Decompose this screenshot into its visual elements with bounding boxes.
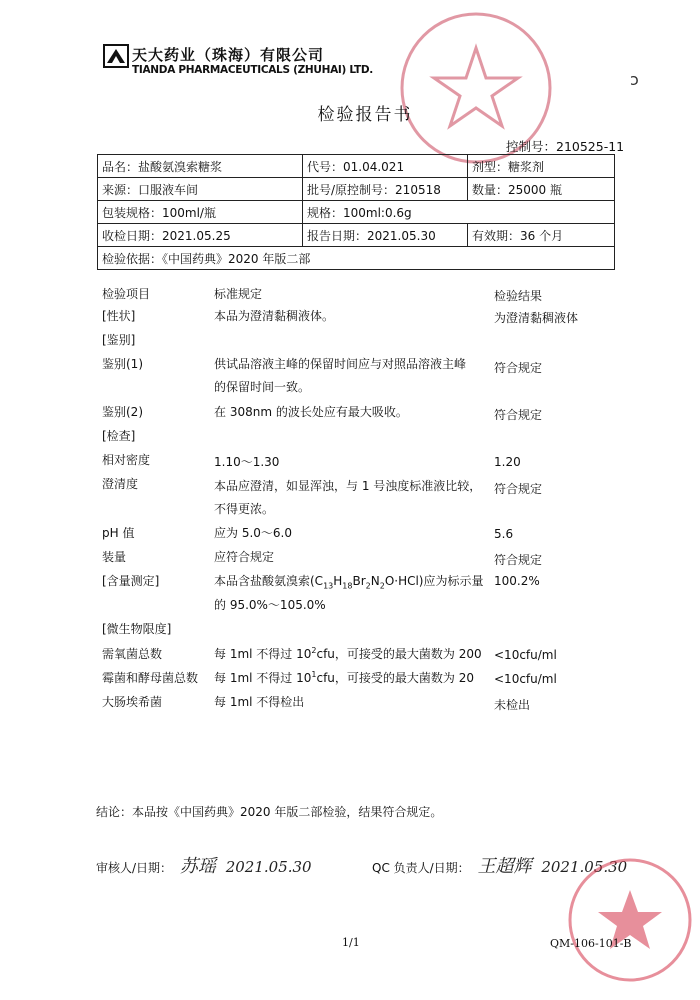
company-name-en: TIANDA PHARMACEUTICALS (ZHUHAI) LTD. (132, 64, 373, 76)
standard-e-coli: 每 1ml 不得检出 (214, 695, 305, 709)
section-identification: [鉴别] (102, 333, 136, 347)
control-number: 控制号：210525-11 (506, 139, 625, 154)
standard-clarity-b: 不得更浓。 (214, 502, 275, 516)
pen-mark: ↄ (630, 70, 639, 89)
item-identification-2: 鉴别(2) (102, 405, 143, 419)
standard-identification-2: 在 308nm 的波长处应有最大吸收。 (214, 405, 408, 419)
item-clarity: 澄清度 (102, 477, 139, 491)
form-code: QM-106-101-B (550, 937, 632, 950)
result-e-coli: 未检出 (494, 698, 531, 712)
item-aerobic-count: 需氧菌总数 (102, 647, 163, 661)
standard-assay-b: 的 95.0%～105.0% (214, 598, 326, 612)
section-inspection: [检查] (102, 429, 136, 443)
quality-stamp (566, 856, 694, 984)
source: 来源：口服液车间 (98, 178, 303, 201)
product-code: 代号：01.04.021 (303, 155, 468, 178)
result-assay: 100.2% (494, 574, 540, 588)
standard-mold-yeast: 每 1ml 不得过 $10^1cfu$，可接受的最大菌数为 20 (214, 670, 474, 685)
company-name-cn: 天大药业（珠海）有限公司 (132, 46, 325, 64)
expiry: 有效期：36 个月 (468, 224, 615, 247)
page-number: 1/1 (342, 936, 360, 949)
result-clarity: 符合规定 (494, 482, 543, 496)
item-e-coli: 大肠埃希菌 (102, 695, 163, 709)
item-mold-yeast: 霉菌和酵母菌总数 (102, 671, 199, 685)
result-properties: 为澄清黏稠液体 (494, 311, 579, 325)
item-properties: [性状] (102, 309, 136, 323)
standard-relative-density: 1.10～1.30 (214, 455, 280, 469)
quantity: 数量：25000 瓶 (468, 178, 615, 201)
report-date: 报告日期：2021.05.30 (303, 224, 468, 247)
reviewer-label: 审核人/日期： (96, 861, 173, 875)
standard-properties: 本品为澄清黏稠液体。 (214, 309, 335, 323)
reviewer-date: 2021.05.30 (225, 858, 312, 876)
result-aerobic-count: <10cfu/ml (494, 648, 557, 662)
result-relative-density: 1.20 (494, 455, 521, 469)
dosage-form: 剂型：糖浆剂 (468, 155, 615, 178)
specification: 规格：100ml:0.6g (303, 201, 615, 224)
receive-date: 收检日期：2021.05.25 (98, 224, 303, 247)
result-fill-volume: 符合规定 (494, 553, 543, 567)
col-item: 检验项目 (102, 287, 151, 301)
product-name: 品名：盐酸氨溴索糖浆 (98, 155, 303, 178)
section-assay: [含量测定] (102, 574, 160, 588)
qc-sign: 王超辉 (477, 856, 532, 877)
reviewer-sign: 苏瑶 (179, 856, 216, 877)
report-title: 检验报告书 (317, 105, 413, 125)
company-logo-icon (103, 44, 129, 68)
qc-date: 2021.05.30 (541, 858, 628, 876)
conclusion: 结论：本品按《中国药典》2020 年版二部检验，结果符合规定。 (96, 805, 443, 819)
batch-number: 批号/原控制号：210518 (303, 178, 468, 201)
qc-label: QC 负责人/日期： (372, 861, 470, 875)
result-mold-yeast: <10cfu/ml (494, 672, 557, 686)
section-microbial-limit: [微生物限度] (102, 622, 172, 636)
item-identification-1: 鉴别(1) (102, 357, 143, 371)
header-table (97, 154, 615, 270)
item-relative-density: 相对密度 (102, 453, 151, 467)
standard-ph: 应为 5.0～6.0 (214, 526, 292, 540)
result-identification-2: 符合规定 (494, 408, 543, 422)
package-spec: 包装规格：100ml/瓶 (98, 201, 303, 224)
standard-aerobic-count: 每 1ml 不得过 $10^2cfu$，可接受的最大菌数为 200 (214, 646, 482, 661)
item-fill-volume: 装量 (102, 550, 127, 564)
standard-clarity-a: 本品应澄清，如显浑浊，与 1 号浊度标准液比较， (214, 479, 482, 493)
test-basis: 检验依据：《中国药典》2020 年版二部 (98, 247, 615, 270)
item-ph: pH 值 (102, 526, 135, 540)
standard-identification-1a: 供试品溶液主峰的保留时间应与对照品溶液主峰 (214, 357, 467, 371)
standard-assay-a: 本品含盐酸氨溴索$(C_{13}H_{18}Br_2N_2O\cdot HCl)$应为标示量 (214, 574, 484, 591)
reviewer-signature (96, 852, 312, 878)
result-identification-1: 符合规定 (494, 361, 543, 375)
col-standard: 标准规定 (214, 287, 263, 301)
standard-fill-volume: 应符合规定 (214, 550, 275, 564)
result-ph: 5.6 (494, 527, 514, 541)
standard-identification-1b: 的保留时间一致。 (214, 380, 311, 394)
col-result: 检验结果 (494, 289, 543, 303)
